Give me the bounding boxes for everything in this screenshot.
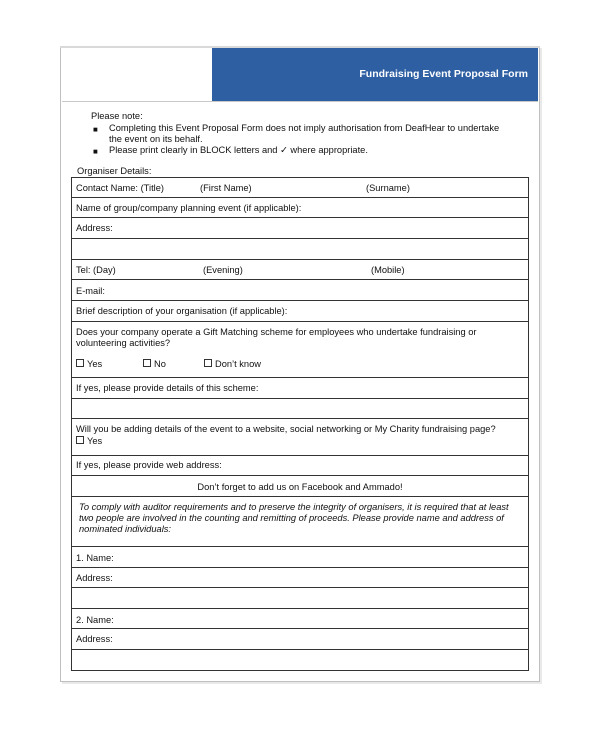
email-label: E-mail: — [76, 286, 105, 296]
nominee-2-name-row[interactable] — [72, 609, 528, 629]
facebook-note: Don’t forget to add us on Facebook and Ammado! — [197, 482, 403, 492]
address-row[interactable] — [72, 218, 528, 239]
nominee-2-name-label: 2. Name: — [76, 615, 114, 625]
gift-matching-question: Does your company operate a Gift Matching scheme for employees who undertake fundraising or volunteering activities? — [76, 327, 477, 348]
proposal-form-table — [71, 177, 529, 671]
checkbox-icon[interactable] — [76, 359, 84, 367]
website-yes-label: Yes — [87, 436, 103, 446]
web-address-label: If yes, please provide web address: — [76, 460, 222, 470]
contact-name-row[interactable] — [72, 178, 528, 198]
address-blank-row[interactable] — [72, 239, 528, 260]
tel-evening-label: (Evening) — [203, 265, 243, 275]
website-yes-option[interactable] — [76, 436, 102, 447]
checkbox-icon[interactable] — [143, 359, 151, 367]
nominee-1-address-blank-row[interactable] — [72, 588, 528, 609]
note-bullet-1-line-2: the event on its behalf. — [109, 134, 203, 144]
telephone-row[interactable] — [72, 260, 528, 280]
nominee-1-address-row[interactable] — [72, 568, 528, 588]
nominee-1-name-label: 1. Name: — [76, 553, 114, 563]
gift-dont-know-option[interactable] — [204, 359, 261, 370]
address-label: Address: — [76, 223, 113, 233]
gift-dont-know-label: Don’t know — [215, 359, 261, 369]
header-divider — [62, 101, 538, 102]
web-address-row[interactable] — [72, 456, 528, 476]
group-name-label: Name of group/company planning event (if applicable): — [76, 203, 302, 213]
scheme-details-row[interactable] — [72, 378, 528, 399]
nominee-2-address-label: Address: — [76, 634, 113, 644]
website-question-row — [72, 419, 528, 456]
gift-yes-option[interactable] — [76, 359, 102, 370]
checkbox-icon[interactable] — [76, 436, 84, 444]
gift-no-label: No — [154, 359, 166, 369]
nominee-1-name-row[interactable] — [72, 547, 528, 568]
note-bullet-2: Please print clearly in BLOCK letters and ✓ where appropriate. — [109, 145, 368, 155]
form-title: Fundraising Event Proposal Form — [359, 68, 528, 80]
notes-heading: Please note: — [91, 111, 143, 121]
website-question: Will you be adding details of the event to a website, social networking or My Charity fundraising page? — [76, 424, 496, 434]
gift-no-option[interactable] — [143, 359, 166, 370]
note-bullet-1-line-1: Completing this Event Proposal Form does not imply authorisation from DeafHear to undertake — [109, 123, 500, 133]
header-band — [212, 48, 538, 101]
gift-matching-row — [72, 322, 528, 378]
nominee-2-address-row[interactable] — [72, 629, 528, 650]
facebook-row — [72, 476, 528, 497]
bullet-icon: ■ — [93, 147, 98, 156]
surname-label: (Surname) — [366, 183, 410, 193]
scheme-blank-row[interactable] — [72, 399, 528, 419]
gift-yes-label: Yes — [87, 359, 103, 369]
auditor-requirements-text: To comply with auditor requirements and to preserve the integrity of organisers, it is required that at least two people are involved in the counting and remitting of proceeds. Please provide name and address of nominated individuals: — [79, 502, 509, 534]
group-name-row[interactable] — [72, 198, 528, 218]
scheme-details-label: If yes, please provide details of this scheme: — [76, 383, 259, 393]
brief-description-label: Brief description of your organisation (if applicable): — [76, 306, 288, 316]
nominee-2-address-blank-row[interactable] — [72, 650, 528, 670]
auditor-requirements-row — [72, 497, 528, 547]
tel-day-label: Tel: (Day) — [76, 265, 116, 275]
tel-mobile-label: (Mobile) — [371, 265, 405, 275]
organiser-details-label: Organiser Details: — [77, 166, 152, 176]
bullet-icon: ■ — [93, 125, 98, 134]
first-name-label: (First Name) — [200, 183, 252, 193]
email-row[interactable] — [72, 280, 528, 301]
brief-description-row[interactable] — [72, 301, 528, 322]
checkbox-icon[interactable] — [204, 359, 212, 367]
nominee-1-address-label: Address: — [76, 573, 113, 583]
contact-title-label: Contact Name: (Title) — [76, 183, 164, 193]
